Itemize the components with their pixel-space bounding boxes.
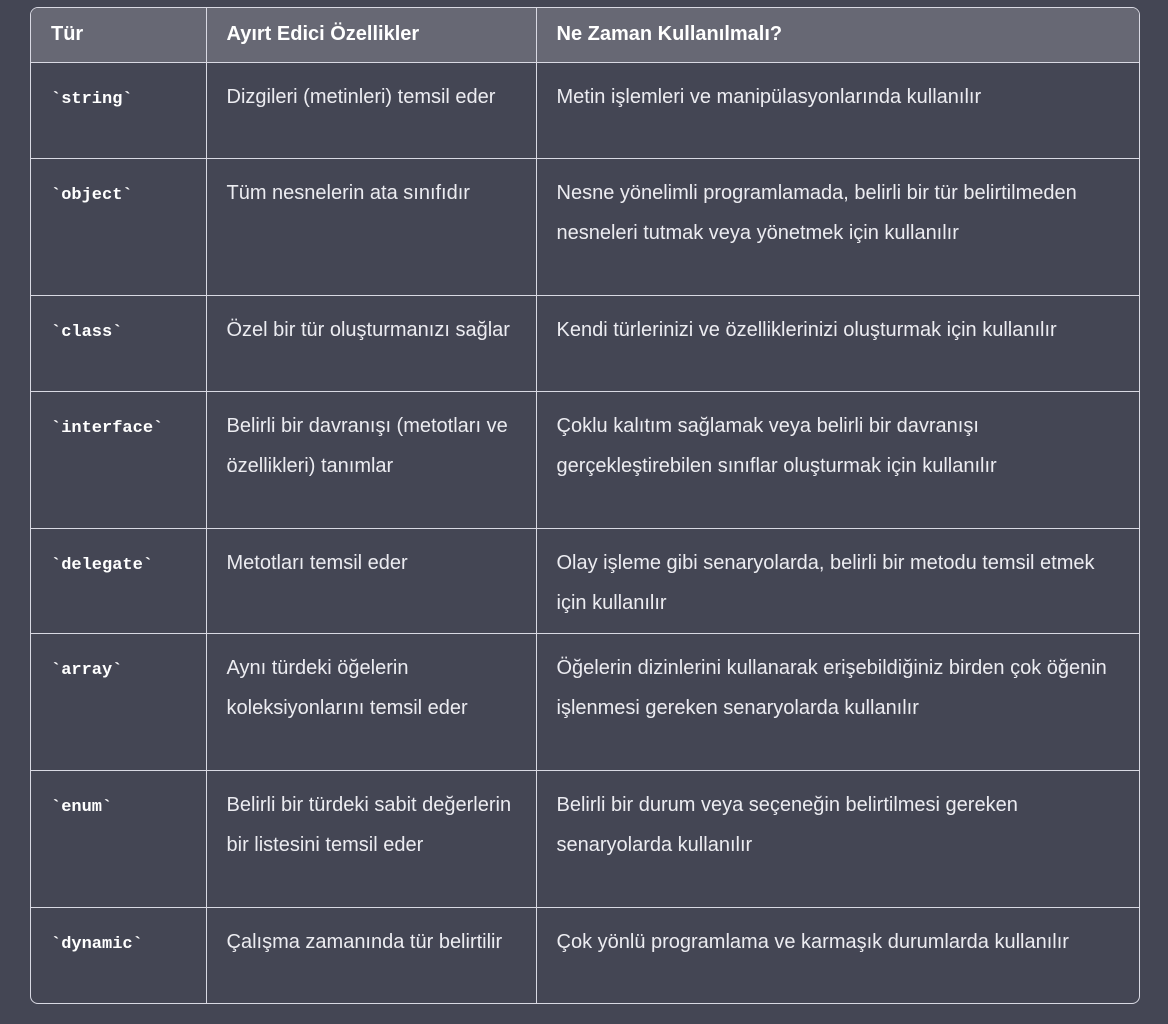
types-table-container bbox=[30, 7, 1140, 1004]
header-type: Tür bbox=[31, 8, 206, 62]
features-cell: Çalışma zamanında tür belirtilir bbox=[206, 907, 536, 1003]
table-row bbox=[31, 528, 1139, 633]
type-code: `interface` bbox=[51, 418, 164, 438]
type-code: `string` bbox=[51, 89, 133, 109]
type-cell bbox=[31, 528, 206, 633]
type-cell bbox=[31, 633, 206, 770]
type-code: `class` bbox=[51, 322, 123, 342]
type-cell bbox=[31, 158, 206, 295]
usage-cell: Belirli bir durum veya seçeneğin belirtilmesi gereken senaryolarda kullanılır bbox=[536, 770, 1139, 907]
features-cell: Metotları temsil eder bbox=[206, 528, 536, 633]
table-row bbox=[31, 158, 1139, 295]
header-features: Ayırt Edici Özellikler bbox=[206, 8, 536, 62]
type-code: `enum` bbox=[51, 797, 113, 817]
features-cell: Tüm nesnelerin ata sınıfıdır bbox=[206, 158, 536, 295]
table-row bbox=[31, 62, 1139, 158]
type-code: `object` bbox=[51, 185, 133, 205]
features-cell: Özel bir tür oluşturmanızı sağlar bbox=[206, 295, 536, 391]
table-row bbox=[31, 633, 1139, 770]
usage-cell: Çoklu kalıtım sağlamak veya belirli bir davranışı gerçekleştirebilen sınıflar oluşturmak için kullanılır bbox=[536, 391, 1139, 528]
type-code: `dynamic` bbox=[51, 934, 143, 954]
type-cell bbox=[31, 770, 206, 907]
usage-cell: Çok yönlü programlama ve karmaşık durumlarda kullanılır bbox=[536, 907, 1139, 1003]
table-row bbox=[31, 907, 1139, 1003]
table-row bbox=[31, 295, 1139, 391]
type-cell bbox=[31, 62, 206, 158]
table-row bbox=[31, 391, 1139, 528]
usage-cell: Metin işlemleri ve manipülasyonlarında kullanılır bbox=[536, 62, 1139, 158]
type-cell bbox=[31, 295, 206, 391]
type-code: `array` bbox=[51, 660, 123, 680]
features-cell: Dizgileri (metinleri) temsil eder bbox=[206, 62, 536, 158]
usage-cell: Nesne yönelimli programlamada, belirli bir tür belirtilmeden nesneleri tutmak veya yönetmek için kullanılır bbox=[536, 158, 1139, 295]
header-usage: Ne Zaman Kullanılmalı? bbox=[536, 8, 1139, 62]
usage-cell: Öğelerin dizinlerini kullanarak erişebildiğiniz birden çok öğenin işlenmesi gereken senaryolarda kullanılır bbox=[536, 633, 1139, 770]
usage-cell: Kendi türlerinizi ve özelliklerinizi oluşturmak için kullanılır bbox=[536, 295, 1139, 391]
type-cell bbox=[31, 907, 206, 1003]
features-cell: Belirli bir davranışı (metotları ve özellikleri) tanımlar bbox=[206, 391, 536, 528]
table-header-row bbox=[31, 8, 1139, 62]
features-cell: Aynı türdeki öğelerin koleksiyonlarını temsil eder bbox=[206, 633, 536, 770]
table-row bbox=[31, 770, 1139, 907]
type-code: `delegate` bbox=[51, 555, 154, 575]
type-cell bbox=[31, 391, 206, 528]
features-cell: Belirli bir türdeki sabit değerlerin bir listesini temsil eder bbox=[206, 770, 536, 907]
types-table bbox=[31, 8, 1139, 1003]
usage-cell: Olay işleme gibi senaryolarda, belirli bir metodu temsil etmek için kullanılır bbox=[536, 528, 1139, 633]
